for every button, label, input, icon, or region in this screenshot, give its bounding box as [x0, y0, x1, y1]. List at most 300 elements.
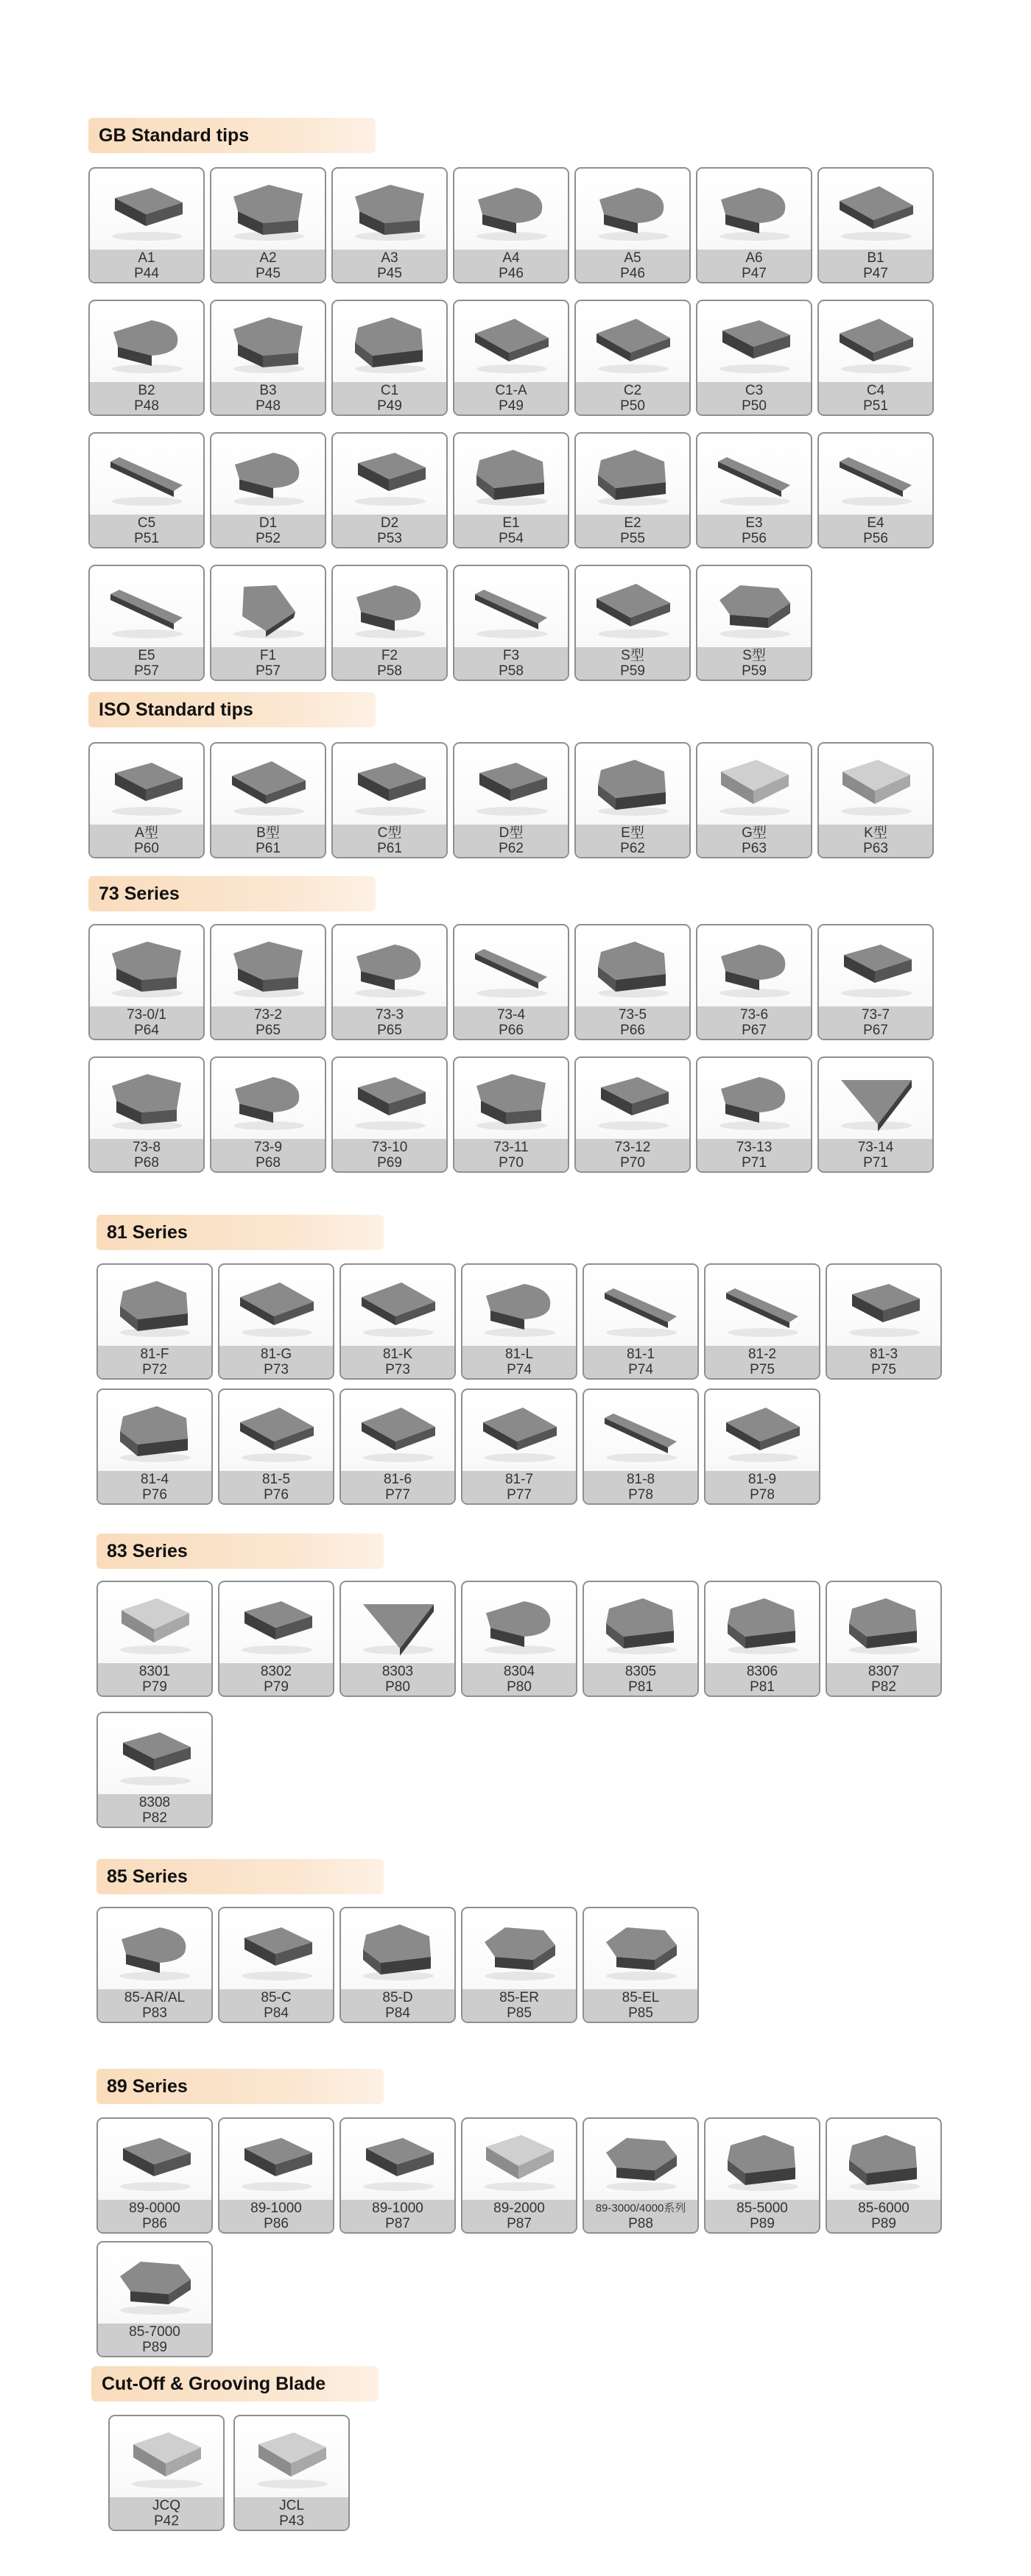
product-code: B1 [867, 250, 884, 266]
product-card[interactable] [339, 1263, 456, 1380]
product-card[interactable] [339, 1581, 456, 1697]
page-reference: P42 [154, 2513, 179, 2529]
product-card[interactable] [574, 300, 691, 416]
product-card[interactable] [96, 1263, 213, 1380]
product-card[interactable] [339, 2117, 456, 2234]
tip-shape-icon [100, 307, 193, 379]
product-card[interactable] [583, 1907, 699, 2023]
product-code: A5 [624, 250, 641, 266]
section-title: 83 Series [96, 1534, 384, 1569]
page-reference: P69 [377, 1155, 402, 1171]
card-label-band [90, 250, 203, 282]
page-reference: P77 [507, 1487, 532, 1503]
product-code: 81-1 [626, 1347, 655, 1362]
product-card[interactable] [817, 300, 934, 416]
product-card[interactable] [331, 742, 448, 858]
tip-shape-icon [351, 1396, 444, 1468]
tip-shape-icon [473, 1588, 566, 1660]
page-reference: P89 [871, 2216, 896, 2231]
product-code: 81-4 [140, 1472, 169, 1487]
product-card[interactable] [453, 924, 569, 1040]
tip-shape-icon [351, 1914, 444, 1986]
page-reference: P87 [385, 2216, 410, 2231]
page-reference: P80 [507, 1679, 532, 1695]
page-reference: P58 [499, 663, 524, 679]
product-card[interactable] [704, 2117, 820, 2234]
product-card[interactable] [453, 300, 569, 416]
card-label-band [333, 382, 446, 414]
tip-shape-icon [594, 1396, 687, 1468]
page-reference: P72 [142, 1362, 167, 1377]
tip-shape-icon [100, 749, 193, 822]
product-card[interactable] [574, 1056, 691, 1173]
card-label-band [98, 1989, 211, 2022]
card-label-band [341, 2200, 454, 2232]
card-label-band [827, 2200, 940, 2232]
tip-shape-icon [343, 440, 436, 512]
card-label-band [90, 1006, 203, 1039]
product-card[interactable] [88, 1056, 205, 1173]
product-card[interactable] [88, 924, 205, 1040]
product-code: A2 [259, 250, 277, 266]
page-reference: P52 [256, 531, 281, 546]
page-reference: P61 [377, 841, 402, 856]
product-card[interactable] [96, 1388, 213, 1505]
card-label-band [98, 1663, 211, 1695]
page-reference: P55 [620, 531, 645, 546]
product-code: F3 [502, 648, 520, 663]
page-reference: P56 [863, 531, 888, 546]
product-code: 89-3000/4000系列 [595, 2202, 686, 2215]
product-card[interactable] [331, 565, 448, 681]
product-card[interactable] [461, 2117, 577, 2234]
tip-shape-icon [829, 174, 922, 247]
tip-shape-icon [716, 1588, 809, 1660]
card-label-band [462, 1346, 576, 1378]
tip-shape-icon [343, 572, 436, 644]
page-reference: P43 [279, 2513, 304, 2529]
product-code: F1 [259, 648, 277, 663]
product-card[interactable] [339, 1388, 456, 1505]
product-code: 81-7 [504, 1472, 534, 1487]
product-code: 73-4 [496, 1007, 526, 1023]
card-label-band [697, 515, 811, 547]
tip-shape-icon [708, 174, 800, 247]
page-reference: P89 [750, 2216, 775, 2231]
product-code: 73-0/1 [127, 1007, 166, 1023]
card-label-band [819, 382, 932, 414]
product-card[interactable] [574, 924, 691, 1040]
product-code: E5 [138, 648, 155, 663]
product-card[interactable] [461, 1263, 577, 1380]
page-reference: P62 [620, 841, 645, 856]
page-reference: P54 [499, 531, 524, 546]
page-reference: P44 [134, 266, 159, 281]
page-reference: P83 [142, 2005, 167, 2021]
product-card[interactable] [96, 1712, 213, 1828]
tip-shape-icon [465, 931, 557, 1003]
product-card[interactable] [218, 1263, 334, 1380]
tip-shape-icon [473, 1271, 566, 1343]
tip-shape-icon [108, 2248, 201, 2321]
card-label-band [462, 1663, 576, 1695]
product-card[interactable] [817, 924, 934, 1040]
product-code: 85-AR/AL [124, 1990, 186, 2005]
product-card[interactable] [583, 1263, 699, 1380]
product-card[interactable] [218, 1907, 334, 2023]
product-code: D型 [499, 825, 524, 841]
card-label-band [827, 1346, 940, 1378]
page-reference: P48 [256, 398, 281, 414]
product-card[interactable] [210, 300, 326, 416]
page-reference: P82 [871, 1679, 896, 1695]
product-card[interactable] [331, 167, 448, 283]
product-card[interactable] [331, 924, 448, 1040]
product-card[interactable] [574, 167, 691, 283]
card-label-band [98, 1346, 211, 1378]
tip-shape-icon [465, 440, 557, 512]
product-card[interactable] [826, 1581, 942, 1697]
tip-shape-icon [708, 1064, 800, 1136]
product-code: 85-ER [499, 1990, 539, 2005]
tip-shape-icon [586, 572, 679, 644]
page-reference: P79 [264, 1679, 289, 1695]
tip-shape-icon [473, 1396, 566, 1468]
page-reference: P50 [742, 398, 767, 414]
product-code: 81-2 [747, 1347, 777, 1362]
page-reference: P85 [507, 2005, 532, 2021]
product-card[interactable] [96, 1907, 213, 2023]
product-card[interactable] [704, 1388, 820, 1505]
card-label-band [219, 1989, 333, 2022]
page-reference: P80 [385, 1679, 410, 1695]
card-label-band [697, 825, 811, 857]
card-label-band [697, 1139, 811, 1171]
tip-shape-icon [708, 440, 800, 512]
page-reference: P57 [134, 663, 159, 679]
product-card[interactable] [453, 167, 569, 283]
product-code: 81-L [504, 1347, 534, 1362]
product-code: 73-5 [618, 1007, 647, 1023]
card-label-band [584, 2200, 697, 2232]
page-reference: P70 [499, 1155, 524, 1171]
product-card[interactable] [817, 432, 934, 548]
product-card[interactable] [704, 1263, 820, 1380]
card-label-band [98, 2323, 211, 2356]
page-reference: P70 [620, 1155, 645, 1171]
tip-shape-icon [465, 572, 557, 644]
card-label-band [462, 1471, 576, 1503]
card-label-band [333, 1006, 446, 1039]
card-label-band [462, 1989, 576, 2022]
card-label-band [211, 1006, 325, 1039]
tip-shape-icon [222, 931, 314, 1003]
product-card[interactable] [461, 1388, 577, 1505]
card-label-band [333, 647, 446, 680]
product-card[interactable] [461, 1907, 577, 2023]
product-card[interactable] [210, 167, 326, 283]
tip-shape-icon [343, 1064, 436, 1136]
page-reference: P53 [377, 531, 402, 546]
product-code: 85-5000 [736, 2201, 788, 2216]
page-reference: P65 [256, 1023, 281, 1038]
product-code: 73-10 [371, 1140, 408, 1155]
page-reference: P84 [264, 2005, 289, 2021]
page-reference: P63 [863, 841, 888, 856]
product-card[interactable] [218, 1388, 334, 1505]
product-card[interactable] [696, 565, 812, 681]
card-label-band [454, 382, 568, 414]
tip-shape-icon [837, 1271, 930, 1343]
product-card[interactable] [331, 1056, 448, 1173]
product-card[interactable] [453, 432, 569, 548]
product-code: 73-2 [253, 1007, 283, 1023]
tip-shape-icon [473, 2125, 566, 2197]
page-reference: P47 [863, 266, 888, 281]
card-label-band [454, 250, 568, 282]
tip-shape-icon [108, 2125, 201, 2197]
product-card[interactable] [453, 565, 569, 681]
card-label-band [819, 515, 932, 547]
tip-shape-icon [100, 572, 193, 644]
card-label-band [705, 2200, 819, 2232]
tip-shape-icon [586, 1064, 679, 1136]
tip-shape-icon [829, 931, 922, 1003]
product-code: A3 [381, 250, 398, 266]
page-reference: P49 [377, 398, 402, 414]
product-card[interactable] [88, 300, 205, 416]
page-reference: P67 [863, 1023, 888, 1038]
product-code: E型 [621, 825, 644, 841]
product-card[interactable] [817, 167, 934, 283]
tip-shape-icon [837, 2125, 930, 2197]
product-code: 81-F [140, 1347, 169, 1362]
product-card[interactable] [218, 1581, 334, 1697]
tip-shape-icon [230, 1914, 323, 1986]
product-card[interactable] [108, 2415, 225, 2531]
product-card[interactable] [583, 2117, 699, 2234]
tip-shape-icon [465, 307, 557, 379]
page-reference: P66 [499, 1023, 524, 1038]
product-card[interactable] [88, 742, 205, 858]
card-label-band [90, 1139, 203, 1171]
card-label-band [454, 1139, 568, 1171]
card-label-band [705, 1346, 819, 1378]
page-reference: P68 [134, 1155, 159, 1171]
tip-shape-icon [343, 174, 436, 247]
card-label-band [333, 825, 446, 857]
product-code: A4 [502, 250, 520, 266]
tip-shape-icon [594, 2125, 687, 2197]
product-card[interactable] [331, 300, 448, 416]
card-label-band [211, 515, 325, 547]
page-reference: P58 [377, 663, 402, 679]
product-code: JCL [279, 2498, 304, 2513]
product-card[interactable] [88, 432, 205, 548]
product-card[interactable] [826, 1263, 942, 1380]
tip-shape-icon [465, 1064, 557, 1136]
product-code: 89-1000 [250, 2201, 302, 2216]
product-code: 8304 [503, 1664, 535, 1679]
card-label-band [819, 825, 932, 857]
product-card[interactable] [696, 924, 812, 1040]
tip-shape-icon [473, 1914, 566, 1986]
product-card[interactable] [96, 2241, 213, 2357]
product-card[interactable] [96, 1581, 213, 1697]
product-card[interactable] [817, 742, 934, 858]
page-reference: P84 [385, 2005, 410, 2021]
product-card[interactable] [453, 742, 569, 858]
product-code: 8307 [868, 1664, 900, 1679]
product-card[interactable] [233, 2415, 350, 2531]
tip-shape-icon [708, 931, 800, 1003]
page-reference: P46 [499, 266, 524, 281]
product-card[interactable] [461, 1581, 577, 1697]
product-code: 8308 [138, 1795, 171, 1810]
page-reference: P64 [134, 1023, 159, 1038]
product-card[interactable] [574, 742, 691, 858]
product-card[interactable] [696, 432, 812, 548]
product-code: 81-G [260, 1347, 292, 1362]
product-code: E4 [867, 515, 884, 531]
product-card[interactable] [696, 742, 812, 858]
product-card[interactable] [339, 1907, 456, 2023]
product-card[interactable] [817, 1056, 934, 1173]
card-label-band [576, 1006, 689, 1039]
page-reference: P75 [871, 1362, 896, 1377]
card-label-band [576, 515, 689, 547]
page-reference: P61 [256, 841, 281, 856]
tip-shape-icon [465, 749, 557, 822]
card-label-band [584, 1989, 697, 2022]
tip-shape-icon [222, 1064, 314, 1136]
page-reference: P78 [628, 1487, 653, 1503]
tip-shape-icon [108, 1271, 201, 1343]
page-reference: P77 [385, 1487, 410, 1503]
product-card[interactable] [331, 432, 448, 548]
card-label-band [819, 1139, 932, 1171]
product-code: C1-A [495, 383, 527, 398]
tip-shape-icon [586, 931, 679, 1003]
page-reference: P73 [385, 1362, 410, 1377]
product-code: 73-13 [736, 1140, 773, 1155]
tip-shape-icon [108, 1719, 201, 1791]
card-label-band [576, 825, 689, 857]
tip-shape-icon [230, 1588, 323, 1660]
tip-shape-icon [230, 2125, 323, 2197]
card-label-band [576, 1139, 689, 1171]
product-card[interactable] [696, 300, 812, 416]
product-card[interactable] [583, 1388, 699, 1505]
product-code: K型 [864, 825, 887, 841]
tip-shape-icon [716, 1396, 809, 1468]
page-reference: P86 [142, 2216, 167, 2231]
product-card[interactable] [88, 167, 205, 283]
product-card[interactable] [574, 565, 691, 681]
product-code: 89-2000 [493, 2201, 545, 2216]
page-reference: P78 [750, 1487, 775, 1503]
tip-shape-icon [230, 1396, 323, 1468]
tip-shape-icon [351, 1271, 444, 1343]
section-title: Cut-Off & Grooving Blade [91, 2366, 379, 2402]
product-code: C4 [866, 383, 885, 398]
page-reference: P89 [142, 2340, 167, 2355]
tip-shape-icon [586, 749, 679, 822]
card-label-band [211, 1139, 325, 1171]
product-code: C3 [745, 383, 764, 398]
product-card[interactable] [826, 2117, 942, 2234]
product-code: 81-6 [383, 1472, 412, 1487]
product-code: C5 [137, 515, 156, 531]
product-card[interactable] [210, 1056, 326, 1173]
page-reference: P49 [499, 398, 524, 414]
product-card[interactable] [696, 167, 812, 283]
product-card[interactable] [583, 1581, 699, 1697]
card-label-band [462, 2200, 576, 2232]
page-reference: P46 [620, 266, 645, 281]
product-card[interactable] [210, 565, 326, 681]
product-code: 73-14 [857, 1140, 894, 1155]
product-code: 81-K [382, 1347, 413, 1362]
product-code: D2 [380, 515, 399, 531]
page-reference: P45 [256, 266, 281, 281]
product-card[interactable] [696, 1056, 812, 1173]
product-code: 85-6000 [858, 2201, 909, 2216]
product-card[interactable] [453, 1056, 569, 1173]
section-title: 85 Series [96, 1859, 384, 1894]
product-card[interactable] [210, 432, 326, 548]
page-reference: P57 [256, 663, 281, 679]
tip-shape-icon [222, 749, 314, 822]
product-card[interactable] [704, 1581, 820, 1697]
product-code: C型 [377, 825, 402, 841]
product-card[interactable] [218, 2117, 334, 2234]
product-card[interactable] [574, 432, 691, 548]
card-label-band [98, 1471, 211, 1503]
page-reference: P71 [863, 1155, 888, 1171]
product-code: S型 [742, 648, 766, 663]
tip-shape-icon [100, 174, 193, 247]
page-reference: P74 [628, 1362, 653, 1377]
page-reference: P81 [628, 1679, 653, 1695]
card-label-band [90, 382, 203, 414]
page-reference: P59 [742, 663, 767, 679]
product-card[interactable] [210, 924, 326, 1040]
product-card[interactable] [96, 2117, 213, 2234]
product-code: 81-8 [626, 1472, 655, 1487]
tip-shape-icon [230, 1271, 323, 1343]
page-reference: P86 [264, 2216, 289, 2231]
card-label-band [584, 1346, 697, 1378]
product-code: D1 [258, 515, 278, 531]
page-reference: P47 [742, 266, 767, 281]
product-code: B型 [256, 825, 280, 841]
page-reference: P50 [620, 398, 645, 414]
product-card[interactable] [88, 565, 205, 681]
card-label-band [454, 825, 568, 857]
card-label-band [235, 2497, 348, 2530]
tip-shape-icon [120, 2422, 213, 2494]
product-code: B3 [259, 383, 277, 398]
tip-shape-icon [108, 1396, 201, 1468]
card-label-band [705, 1663, 819, 1695]
card-label-band [211, 382, 325, 414]
product-card[interactable] [210, 742, 326, 858]
page-reference: P74 [507, 1362, 532, 1377]
card-label-band [341, 1346, 454, 1378]
section-title: ISO Standard tips [88, 692, 376, 727]
tip-shape-icon [586, 174, 679, 247]
